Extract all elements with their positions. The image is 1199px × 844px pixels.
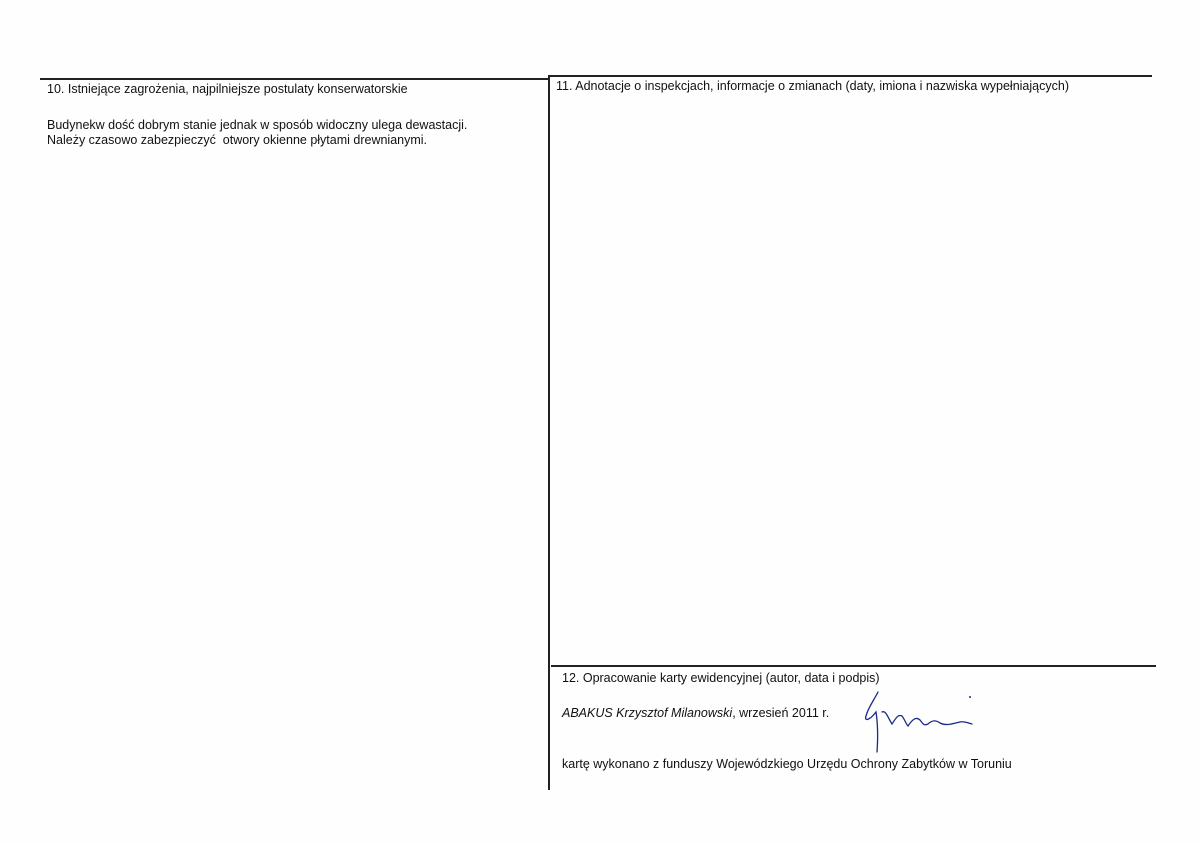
- section-11-heading: 11. Adnotacje o inspekcjach, informacje o zmianach (daty, imiona i nazwiska wypełniających): [556, 79, 1069, 93]
- author-date: , wrzesień 2011 r.: [732, 706, 830, 720]
- author-line: [562, 706, 829, 720]
- top-left-rule: [40, 78, 548, 80]
- section-10-body-line-1: Budynekw dość dobrym stanie jednak w sposób widoczny ulega dewastacji.: [47, 118, 468, 132]
- section-10-heading: 10. Istniejące zagrożenia, najpilniejsze postulaty konserwatorskie: [47, 82, 408, 96]
- section-12-heading: 12. Opracowanie karty ewidencyjnej (autor, data i podpis): [562, 671, 880, 685]
- section-12-rule: [551, 665, 1156, 667]
- column-divider: [548, 76, 550, 790]
- signature-image: [860, 690, 990, 755]
- author-name: ABAKUS Krzysztof Milanowski: [562, 706, 733, 720]
- section-10-body-line-2: Należy czasowo zabezpieczyć otwory okienne płytami drewnianymi.: [47, 133, 428, 147]
- funding-note: kartę wykonano z funduszy Wojewódzkiego Urzędu Ochrony Zabytków w Toruniu: [562, 757, 1012, 771]
- section-10-body: [47, 118, 467, 148]
- top-right-rule: [548, 75, 1152, 77]
